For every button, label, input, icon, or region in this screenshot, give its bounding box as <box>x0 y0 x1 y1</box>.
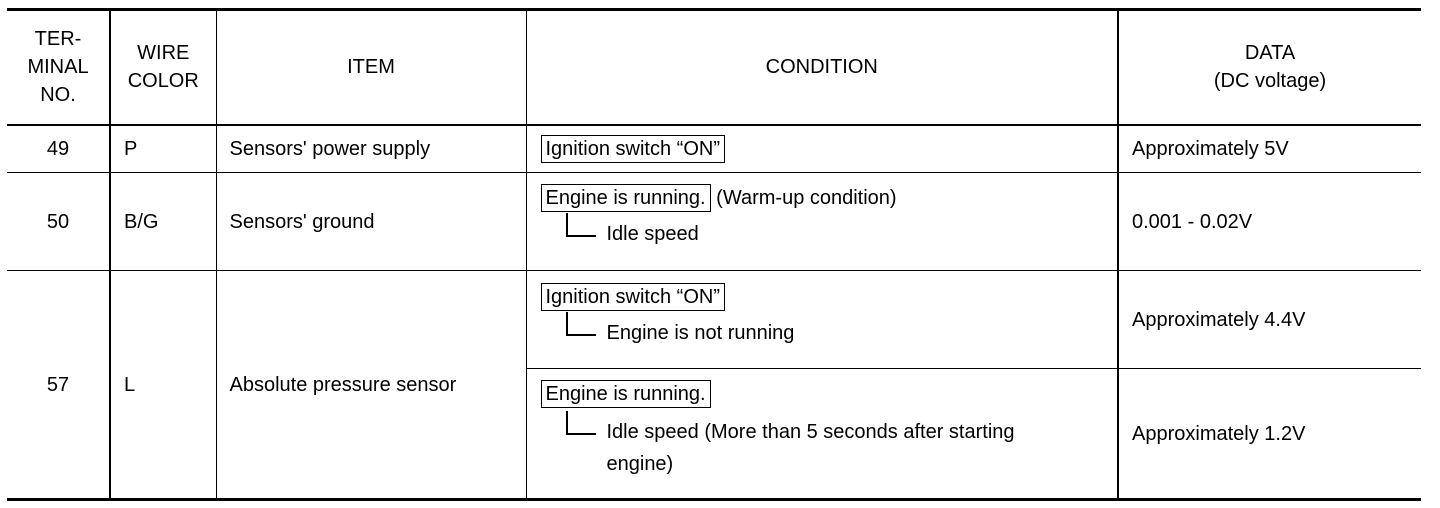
condition-cell <box>526 125 1118 173</box>
wire-header-line: WIRE <box>137 42 190 65</box>
condition-sub-item: Idle speed <box>541 220 1118 248</box>
condition-cell <box>526 173 1118 271</box>
wire-color-cell: P <box>110 125 216 173</box>
item-header: ITEM <box>216 10 526 125</box>
wire-color-header <box>110 10 216 125</box>
condition-sub-line: engine) <box>606 453 674 475</box>
terminal-data-table <box>7 8 1421 501</box>
condition-header: CONDITION <box>526 10 1118 125</box>
terminal-header-line: TER- <box>34 28 82 51</box>
terminal-number-cell: 50 <box>7 173 110 271</box>
terminal-header-line: NO. <box>40 84 76 107</box>
terminal-header-line: MINAL <box>27 56 89 79</box>
condition-note: (Warm-up condition) <box>716 187 897 209</box>
data-header-line: DATA <box>1244 42 1296 65</box>
condition-cell <box>526 271 1118 369</box>
condition-sub-item: Engine is not running <box>541 319 1118 347</box>
item-cell: Absolute pressure sensor <box>216 271 526 500</box>
terminal-number-cell: 49 <box>7 125 110 173</box>
table-row <box>7 173 1421 271</box>
terminal-number-cell: 57 <box>7 271 110 500</box>
data-cell: Approximately 1.2V <box>1118 369 1421 500</box>
wire-header-line: COLOR <box>127 70 199 93</box>
item-cell: Sensors' power supply <box>216 125 526 173</box>
wire-color-cell: B/G <box>110 173 216 271</box>
data-cell: Approximately 5V <box>1118 125 1421 173</box>
data-cell: Approximately 4.4V <box>1118 271 1421 369</box>
condition-boxed-label: Engine is running. <box>541 380 711 408</box>
wire-color-cell: L <box>110 271 216 500</box>
data-header-line: (DC voltage) <box>1213 70 1327 93</box>
header-row <box>7 10 1421 125</box>
table-row <box>7 271 1421 369</box>
condition-line <box>541 184 1118 212</box>
data-header <box>1118 10 1421 125</box>
condition-line <box>541 380 1118 408</box>
terminal-number-header <box>7 10 110 125</box>
condition-sub-item <box>541 418 1118 478</box>
condition-cell <box>526 369 1118 500</box>
condition-boxed-label: Ignition switch “ON” <box>541 283 726 311</box>
condition-boxed-label: Engine is running. <box>541 184 711 212</box>
data-cell: 0.001 - 0.02V <box>1118 173 1421 271</box>
table-row <box>7 125 1421 173</box>
item-cell: Sensors' ground <box>216 173 526 271</box>
condition-boxed-label: Ignition switch “ON” <box>541 135 726 163</box>
condition-line <box>541 283 1118 311</box>
condition-sub-line: Idle speed (More than 5 seconds after starting <box>606 421 1015 443</box>
